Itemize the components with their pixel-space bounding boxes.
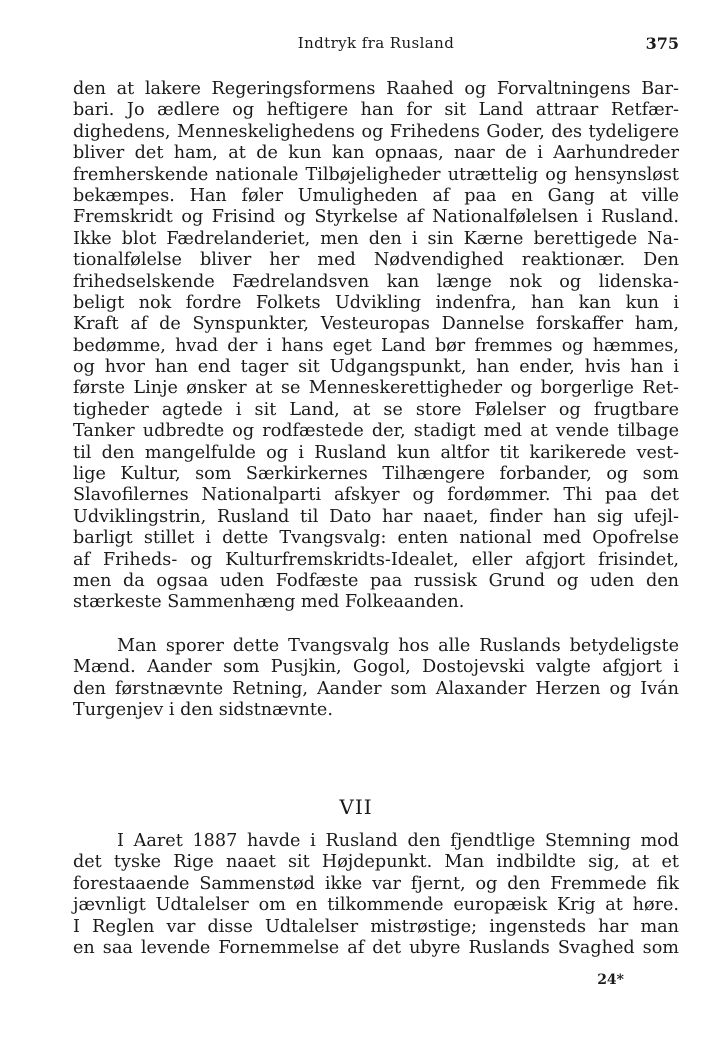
text-line: tigheder agtede i sit Land, at se store Følelser og frugtbare: [73, 399, 679, 420]
text-line: den førstnævnte Retning, Aander som Alaxander Herzen og Iván: [73, 678, 679, 699]
text-line: Slavofilernes Nationalparti afskyer og fordømmer. Thi paa det: [73, 485, 679, 506]
page-number: 375: [645, 34, 679, 53]
text-line: en saa levende Fornemmelse af det ubyre Ruslands Svaghed som: [73, 937, 679, 958]
text-line: frihedselskende Fædrelandsven kan længe nok og lidenska-: [73, 271, 679, 292]
signature-mark: 24*: [597, 972, 624, 988]
text-line: men da ogsaa uden Fodfæste paa russisk Grund og uden den: [73, 570, 679, 591]
paragraph-continued: [73, 79, 679, 614]
text-line: lige Kultur, som Særkirkernes Tilhængere forbander, og som: [73, 464, 679, 485]
text-line: Tanker udbredte og rodfæstede der, stadigt med at vende tilbage: [73, 421, 679, 442]
text-line: Mænd. Aander som Pusjkin, Gogol, Dostojevski valgte afgjort i: [73, 657, 679, 678]
text-line: I Reglen var disse Udtalelser mistrøstige; ingensteds har man: [73, 916, 679, 937]
text-line: bekæmpes. Han føler Umuligheden af paa en Gang at ville: [73, 185, 679, 206]
text-line: dighedens, Menneskelighedens og Frihedens Goder, des tydeligere: [73, 121, 679, 142]
paragraph: [73, 636, 679, 722]
text-line: fremherskende nationale Tilbøjeligheder utrættelig og hensynsløst: [73, 164, 679, 185]
paragraph: [73, 831, 679, 959]
running-title: Indtryk fra Rusland: [297, 34, 455, 52]
text-line: bedømme, hvad der i hans eget Land bør fremmes og hæmmes,: [73, 335, 679, 356]
text-line: den at lakere Regeringsformens Raahed og Forvaltningens Bar-: [73, 79, 679, 99]
text-line: og hvor han end tager sit Udgangspunkt, han ender, hvis han i: [73, 357, 679, 378]
text-line: første Linje ønsker at se Menneskerettigheder og borgerlige Ret-: [73, 378, 679, 399]
text-line: barligt stillet i dette Tvangsvalg: enten national med Opofrelse: [73, 528, 679, 549]
text-line: Udviklingstrin, Rusland til Dato har naaet, finder han sig ufejl-: [73, 506, 679, 527]
text-line: jævnligt Udtalelser om en tilkommende europæisk Krig at høre.: [73, 895, 679, 916]
running-head: [73, 34, 679, 56]
text-line: til den mangelfulde og i Rusland kun altfor tit karikerede vest-: [73, 442, 679, 463]
text-line: tionalfølelse bliver her med Nødvendighed reaktionær. Den: [73, 250, 679, 271]
text-line: det tyske Rige naaet sit Højdepunkt. Man indbildte sig, at et: [73, 852, 679, 873]
chapter-heading: VII: [339, 795, 373, 819]
text-line: I Aaret 1887 havde i Rusland den fjendtlige Stemning mod: [117, 831, 679, 851]
text-line: af Friheds- og Kulturfremskridts-Idealet, eller afgjort frisindet,: [73, 549, 679, 570]
text-line: forestaaende Sammenstød ikke var fjernt, og den Fremmede fik: [73, 873, 679, 894]
text-line: Ikke blot Fædrelanderiet, men den i sin Kærne berettigede Na-: [73, 228, 679, 249]
text-line: bliver det ham, at de kun kan opnaas, naar de i Aarhundreder: [73, 143, 679, 164]
text-line: Man sporer dette Tvangsvalg hos alle Ruslands betydeligste: [117, 636, 679, 656]
text-line: Turgenjev i den sidstnævnte.: [73, 700, 333, 721]
text-line: stærkeste Sammenhæng med Folkeaanden.: [73, 592, 465, 613]
text-line: Fremskridt og Frisind og Styrkelse af Nationalfølelsen i Rusland.: [73, 207, 679, 228]
text-line: bari. Jo ædlere og heftigere han for sit Land attraar Retfær-: [73, 100, 679, 121]
text-line: beligt nok fordre Folkets Udvikling indenfra, han kan kun i: [73, 292, 679, 313]
text-line: Kraft af de Synspunkter, Vesteuropas Dannelse forskaffer ham,: [73, 314, 679, 335]
